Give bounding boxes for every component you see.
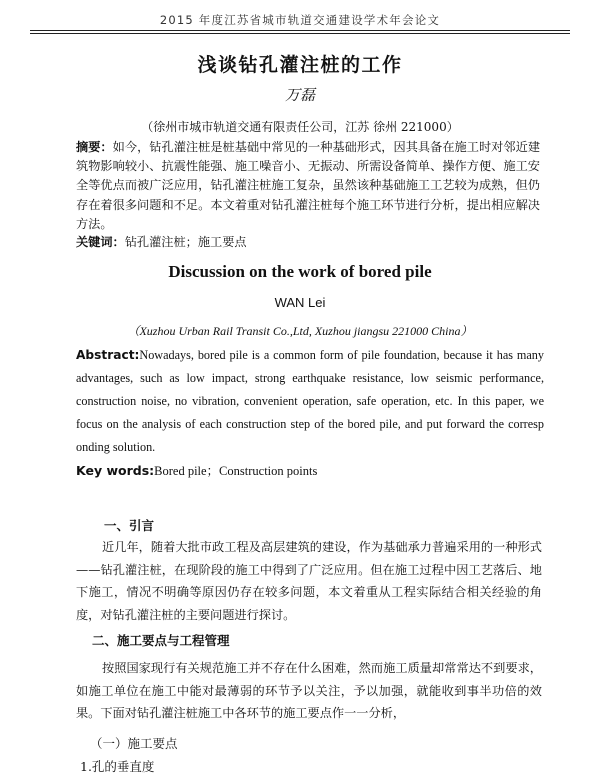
keywords-label-en: Key words: xyxy=(76,463,155,478)
section-heading-intro: 一、引言 xyxy=(104,518,155,533)
abstract-text-cn: 如今，钻孔灌注桩是桩基础中常见的一种基础形式，因其具备在施工时对邻近建筑物影响较小、抗震性能强、施工噪音小、无振动、所需设备简单、操作方便、施工安全等优点而被广泛应用，钻孔灌注桩施工复杂，虽然该种基础施工工艺较为成熟，但仍存在着很多问题和不足。本文着重对钻孔灌注桩每个施工环节进行分析，提出相应解决方法。 xyxy=(76,140,541,231)
subsection-item: 1.孔的垂直度 xyxy=(80,759,155,774)
title-english: Discussion on the work of bored pile xyxy=(168,262,432,281)
abstract-label-en: Abstract: xyxy=(76,348,140,362)
abstract-text-en: Nowadays, bored pile is a common form of pile foundation, because it has many advantages, such as low impact, strong earthquake resistance, low seismic performance, construction noise, no vibration, convenient operation, safe operation, etc. In this paper, we focus on the analysis of each construction step of the bored pile, and put forward the corresp onding solution. xyxy=(76,348,544,454)
abstract-english xyxy=(76,344,544,459)
subsection-heading: （一）施工要点 xyxy=(90,736,178,751)
keywords-label-cn: 关键词： xyxy=(76,235,125,249)
section-heading-construction: 二、施工要点与工程管理 xyxy=(92,633,230,648)
running-header: 2015 年度江苏省城市轨道交通建设学术年会论文 xyxy=(159,13,441,27)
header-rule-thick xyxy=(30,30,570,31)
affiliation-english: （Xuzhou Urban Rail Transit Co.,Ltd, Xuzhou jiangsu 221000 China） xyxy=(127,324,473,338)
keywords-text-en: Bored pile；Construction points xyxy=(154,464,318,478)
author-english: WAN Lei xyxy=(274,295,326,310)
section-paragraph-intro: 近几年，随着大批市政工程及高层建筑的建设，作为基础承力普遍采用的一种形式——钻孔灌注桩，在现阶段的施工中得到了广泛应用。但在施工过程中因工艺落后、地下施工，情况不明确等原因仍存在较多问题，本文着重从工程实际结合相关经验的角度，对钻孔灌注桩的主要问题进行探讨。 xyxy=(76,540,542,622)
keywords-english xyxy=(76,461,317,479)
section-paragraph-construction: 按照国家现行有关规范施工并不存在什么困难，然而施工质量却常常达不到要求，如施工单位在施工中能对最薄弱的环节予以关注，予以加强，就能收到事半功倍的效果。下面对钻孔灌注桩施工中各环节的施工要点作一一分析， xyxy=(76,661,542,720)
keywords-text-cn: 钻孔灌注桩；施工要点 xyxy=(124,235,247,249)
keywords-chinese xyxy=(76,233,540,252)
header-rule-thin xyxy=(30,33,570,34)
author-chinese: 万磊 xyxy=(284,86,315,104)
abstract-chinese xyxy=(76,138,540,234)
abstract-label-cn: 摘要： xyxy=(76,140,113,154)
affiliation-chinese: （徐州市城市轨道交通有限责任公司，江苏 徐州 221000） xyxy=(141,120,459,134)
title-chinese: 浅谈钻孔灌注桩的工作 xyxy=(197,54,403,76)
